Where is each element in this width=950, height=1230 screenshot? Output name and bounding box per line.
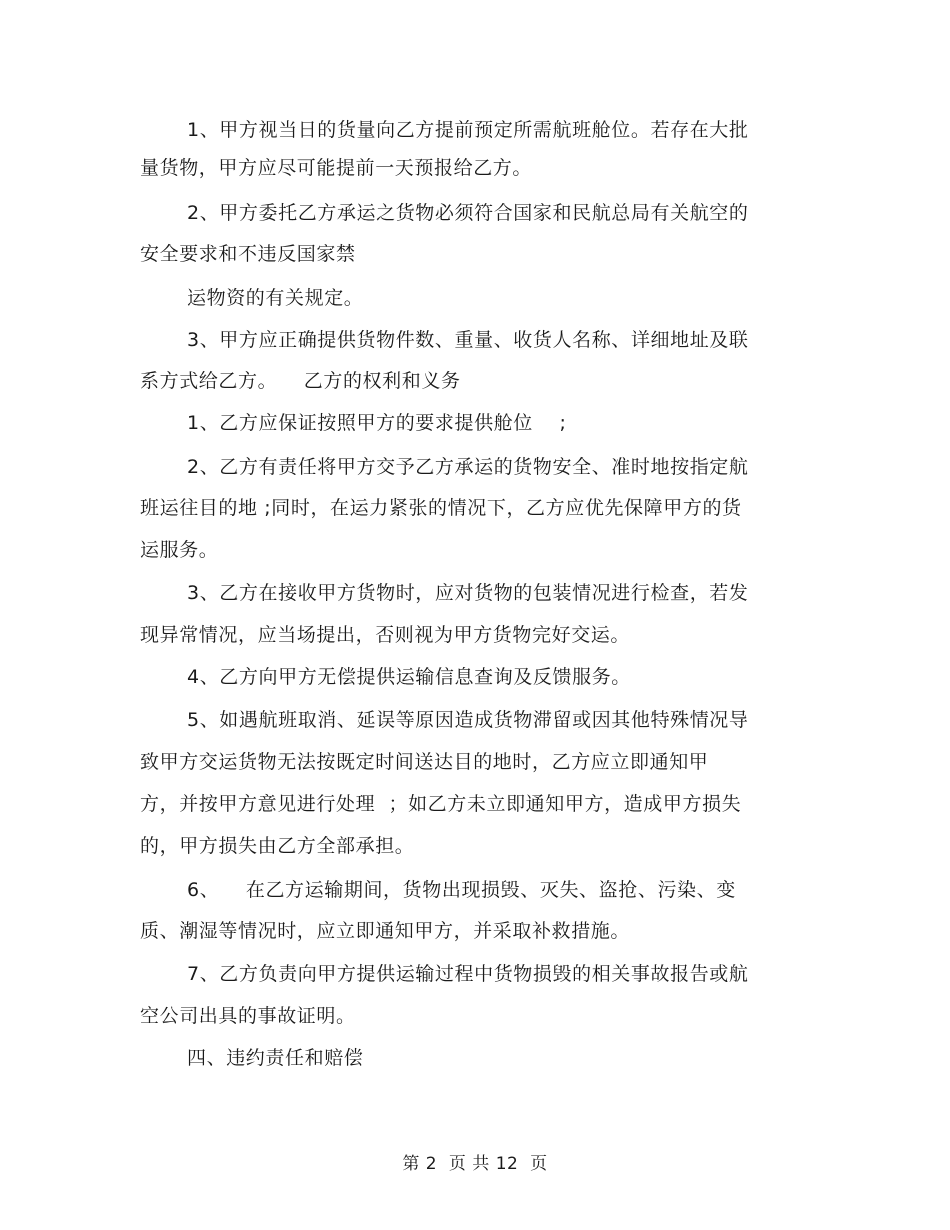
paragraph-line: 3、乙方在接收甲方货物时，应对货物的包装情况进行检查，若发: [187, 582, 749, 604]
paragraph-line: 5、如遇航班取消、延误等原因造成货物滞留或因其他特殊情况导: [187, 709, 749, 731]
section-heading: 四、违约责任和赔偿: [187, 1047, 364, 1069]
paragraph-line: 3、甲方应正确提供货物件数、重量、收货人名称、详细地址及联: [187, 329, 749, 351]
page-number: 第 2 页 共 12 页: [402, 1154, 548, 1174]
paragraph-line: 运物资的有关规定。: [187, 287, 364, 309]
paragraph-line: 安全要求和不违反国家禁: [140, 243, 356, 265]
paragraph-line: 致甲方交运货物无法按既定时间送达目的地时，乙方应立即通知甲: [140, 751, 709, 773]
paragraph-line: 2、甲方委托乙方承运之货物必须符合国家和民航总局有关航空的: [187, 202, 749, 224]
paragraph-line: 运服务。: [140, 539, 219, 561]
paragraph-line: 系方式给乙方。 乙方的权利和义务: [140, 370, 461, 392]
paragraph-line: 班运往目的地 ;同时，在运力紧张的情况下，乙方应优先保障甲方的货: [140, 497, 742, 519]
paragraph-line: 量货物，甲方应尽可能提前一天预报给乙方。: [140, 157, 533, 179]
paragraph-line: 1、甲方视当日的货量向乙方提前预定所需航班舱位。若存在大批: [187, 119, 749, 141]
paragraph-line: 4、乙方向甲方无偿提供运输信息查询及反馈服务。: [187, 666, 631, 688]
paragraph-line: 2、乙方有责任将甲方交予乙方承运的货物安全、准时地按指定航: [187, 456, 749, 478]
paragraph-line: 质、潮湿等情况时，应立即通知甲方，并采取补救措施。: [140, 920, 631, 942]
paragraph-line: 的，甲方损失由乙方全部承担。: [140, 835, 415, 857]
paragraph-line: 6、 在乙方运输期间，货物出现损毁、灭失、盗抢、污染、变: [187, 879, 736, 901]
paragraph-line: 空公司出具的事故证明。: [140, 1005, 356, 1027]
paragraph-line: 方，并按甲方意见进行处理 ；如乙方未立即通知甲方，造成甲方损失: [140, 793, 742, 815]
paragraph-line: 现异常情况，应当场提出，否则视为甲方货物完好交运。: [140, 624, 631, 646]
paragraph-line: 7、乙方负责向甲方提供运输过程中货物损毁的相关事故报告或航: [187, 963, 749, 985]
paragraph-line: 1、乙方应保证按照甲方的要求提供舱位 ;: [187, 412, 567, 434]
